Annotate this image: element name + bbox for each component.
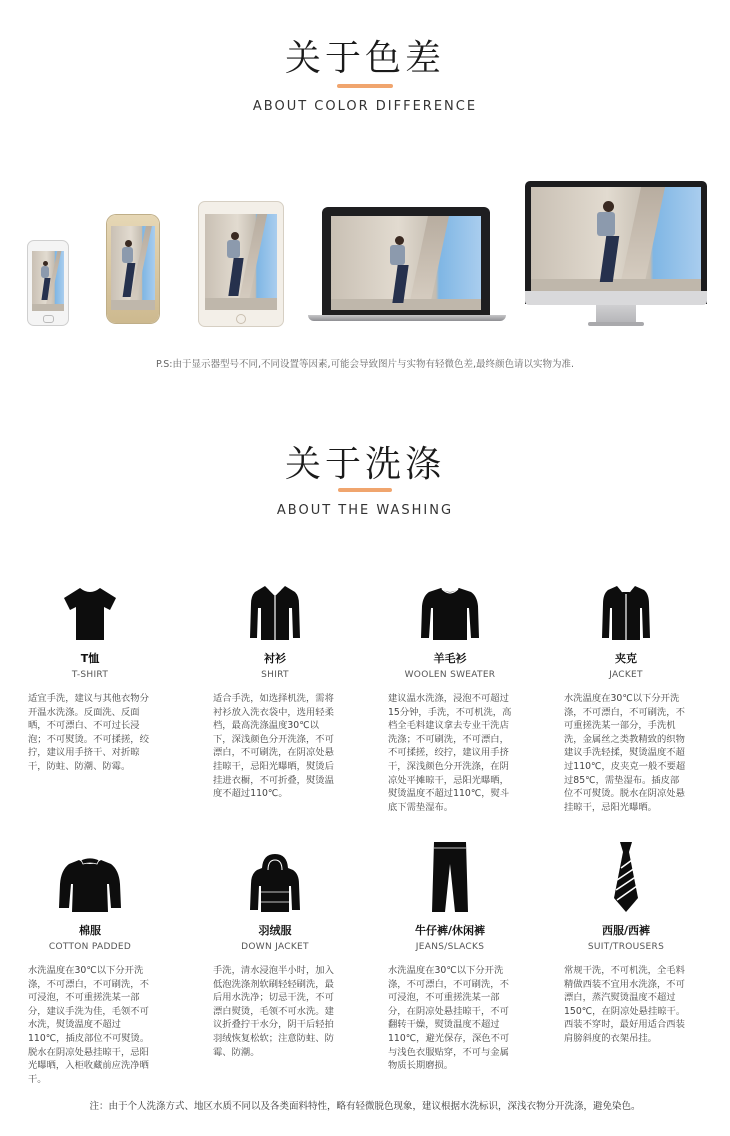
jeans-icon [375, 852, 525, 914]
monitor-stand [596, 305, 636, 323]
care-item-english: JEANS/SLACKS [415, 942, 485, 952]
laptop-base [308, 315, 506, 321]
footer-note: 注：由于个人洗涤方式、地区水质不同以及各类面料特性，略有轻微脱色现象，建议根据水洗标识，深浅衣物分开洗涤，避免染色。 [89, 1101, 641, 1112]
care-item-description: 水洗温度在30℃以下分开洗涤，不可漂白，不可刷洗，不可重搓洗某一部分，手洗机洗，金属丝之类教精致的织物建议手洗轻揉，熨烫温度不超过110℃，皮夹克一般不要超过85℃，需垫湿布。插皮部位不可熨烫。脱水在阴凉处悬挂晾干，忌阳光曝晒。 [564, 693, 686, 813]
care-item-down-jacket [200, 852, 350, 1059]
monitor-stand-base [588, 322, 644, 326]
jacket-icon [551, 580, 701, 642]
care-item-english: T-SHIRT [71, 670, 109, 680]
washing-section-subtitle: ABOUT THE WASHING [276, 503, 454, 518]
care-item-description: 建议温水洗涤，浸泡不可超过15分钟，手洗，不可机洗，高档全毛料建议拿去专业干洗店洗涤；不可刷洗，不可漂白，不可揉搓，绞拧，建议用手挤干，深浅颜色分开洗涤，在阴凉处平摊晾干，忌阳光曝晒，熨烫温度不超过110℃，熨斗底下需垫湿布。 [388, 693, 512, 813]
care-item-name: 棉服 [79, 924, 101, 937]
tie-icon [551, 852, 701, 914]
care-item-english: WOOLEN SWEATER [404, 670, 496, 680]
care-item-tshirt [15, 580, 165, 774]
care-item-name: T恤 [80, 652, 100, 665]
care-item-english: JACKET [609, 670, 643, 680]
care-item-name: 羽绒服 [258, 924, 292, 937]
care-item-name: 牛仔裤/休闲裤 [414, 924, 486, 937]
phone-gold-device [107, 215, 159, 323]
washing-title-accent-bar [338, 488, 392, 492]
color-difference-note: P.S:由于显示器型号不同,不同设置等因素,可能会导致图片与实物有轻微色差,最终颜色请以实物为准. [155, 359, 575, 370]
care-item-description: 适宜手洗，建议与其他衣物分开温水洗涤。反面洗、反面晒，不可漂白、不可过长浸泡；不可熨烫。不可揉搓，绞拧，建议用手挤干、对折晾干，防蛀、防潮、防霉。 [28, 693, 149, 772]
care-item-description: 水洗温度在30℃以下分开洗涤，不可漂白，不可刷洗，不可浸泡，不可重搓洗某一部分，建议手洗为佳，毛领不可水洗，熨烫温度不超过110℃，插皮部位不可熨烫。脱水在阴凉处悬挂晾干，忌阳光曝晒，入柜收藏前应洗净晒干。 [28, 965, 150, 1085]
laptop-device [322, 207, 490, 315]
tablet-device [198, 201, 284, 327]
sweater-icon [375, 580, 525, 642]
care-item-description: 水洗温度在30℃以下分开洗涤，不可漂白，不可刷洗，不可浸泡，不可重搓洗某一部分，在阴凉处悬挂晾干，不可翻转干燥，熨烫温度不超过110℃，避光保存，深色不可与浅色衣服贴穿，不可与金属物质长期磨损。 [388, 965, 510, 1072]
washing-section-title: 关于洗涤 [284, 444, 445, 485]
color-section-title: 关于色差 [284, 38, 445, 79]
care-item-english: DOWN JACKET [241, 942, 309, 952]
care-item-name: 衬衫 [264, 652, 286, 665]
down-jacket-icon [200, 852, 350, 914]
care-item-name: 羊毛衫 [433, 652, 467, 665]
care-item-name: 夹克 [615, 652, 637, 665]
care-item-description: 适合手洗，如选择机洗，需将衬衫放入洗衣袋中，选用轻柔档，最高洗涤温度30℃以下，深浅颜色分开洗涤，不可漂白，不可刷洗，在阴凉处悬挂晾干，忌阳光曝晒，熨烫后挂进衣橱，不可折叠，熨烫温度不超过110℃。 [213, 693, 334, 800]
care-item-english: SUIT/TROUSERS [587, 942, 665, 952]
desktop-monitor-device [525, 181, 707, 304]
cotton-padded-icon [15, 852, 165, 914]
color-section-subtitle: ABOUT COLOR DIFFERENCE [252, 99, 478, 114]
monitor-chin [525, 291, 707, 305]
care-item-english: COTTON PADDED [48, 942, 132, 952]
care-item-name: 西服/西裤 [601, 924, 651, 937]
care-item-jeans [375, 852, 525, 1073]
color-title-accent-bar [337, 84, 393, 88]
care-item-suit [551, 852, 701, 1046]
care-item-cotton-padded [15, 852, 165, 1086]
care-item-english: SHIRT [261, 670, 289, 680]
care-item-description: 手洗，清水浸泡半小时，加入低泡洗涤剂软刷轻轻刷洗，最后用水洗净；切忌干洗，不可漂白熨烫，毛领不可水洗。建议折叠拧干水分，阴干后轻拍羽绒恢复松软；注意防蛀、防霉、防潮。 [213, 965, 334, 1058]
tshirt-icon [15, 580, 165, 642]
care-item-shirt [200, 580, 350, 801]
care-item-description: 常规干洗，不可机洗，全毛料精做西装不宜用水洗涤，不可漂白，蒸汽熨烫温度不超过150℃，在阴凉处悬挂晾干。西装不穿时，最好用适合西装肩膀斜度的衣架吊挂。 [564, 965, 686, 1044]
phone-small-device [27, 240, 69, 326]
care-item-jacket [551, 580, 701, 814]
shirt-icon [200, 580, 350, 642]
care-item-woolen-sweater [375, 580, 525, 814]
